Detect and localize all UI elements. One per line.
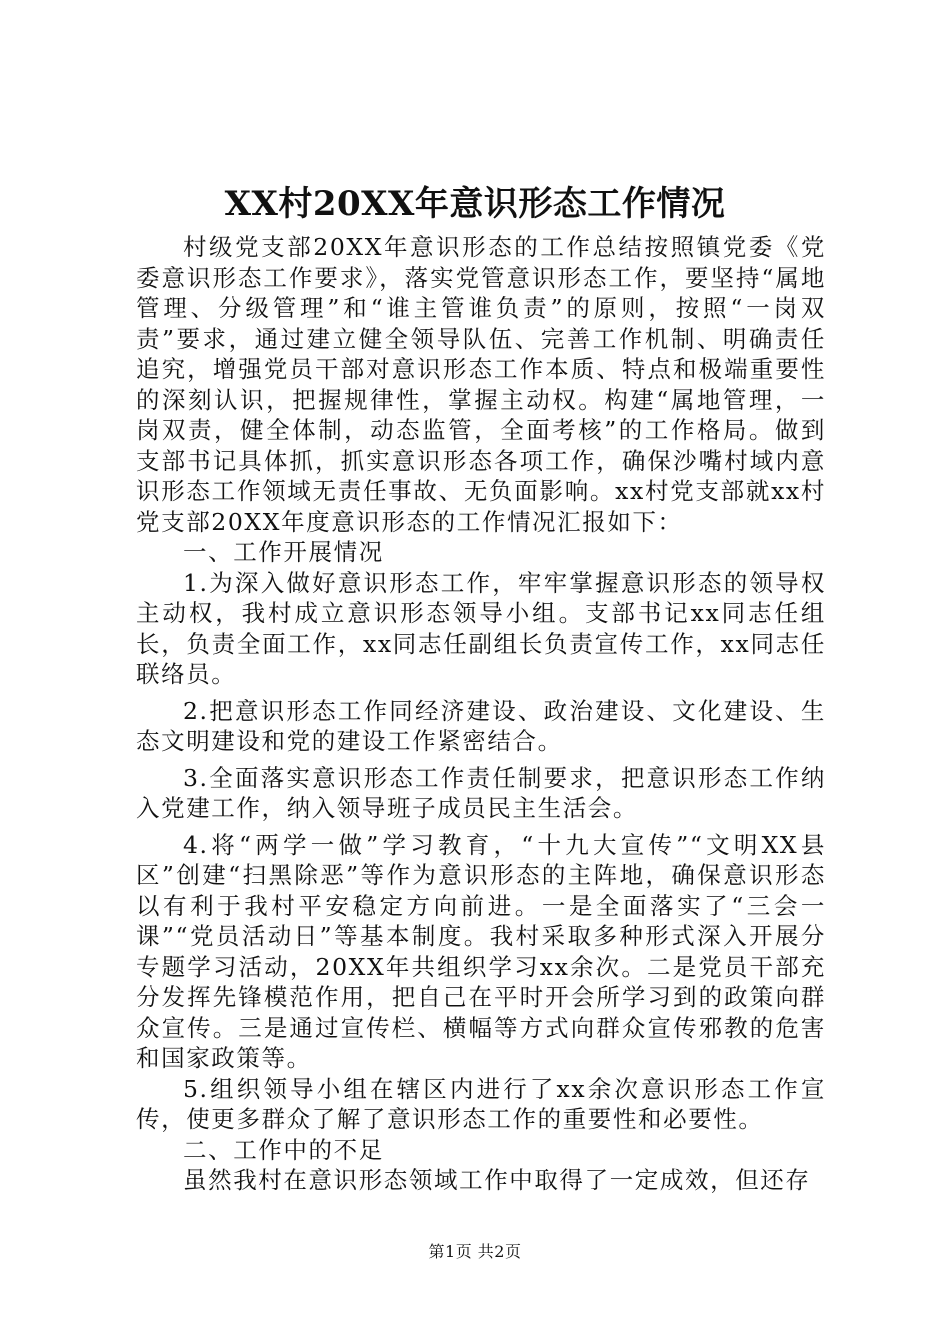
list-item-3: 3.全面落实意识形态工作责任制要求，把意识形态工作纳入党建工作，纳入领导班子成员民主生活会。	[136, 763, 826, 822]
list-item-1: 1.为深入做好意识形态工作，牢牢掌握意识形态的领导权主动权，我村成立意识形态领导小组。支部书记xx同志任组长，负责全面工作，xx同志任副组长负责宣传工作，xx同志任联络员。	[136, 568, 826, 688]
page-number-footer: 第1页 共2页	[428, 1242, 522, 1261]
list-item-5: 5.组织领导小组在辖区内进行了xx余次意识形态工作宣传，使更多群众了解了意识形态工作的重要性和必要性。	[136, 1074, 826, 1133]
closing-paragraph: 虽然我村在意识形态领域工作中取得了一定成效，但还存	[183, 1166, 811, 1194]
document-title: XX村20XX年意识形态工作情况	[224, 184, 726, 224]
list-item-4: 4.将“两学一做”学习教育，“十九大宣传”“文明XX县区”创建“扫黑除恶”等作为意识形态的主阵地，确保意识形态以有利于我村平安稳定方向前进。一是全面落实了“三会一课”“党员活动日”等基本制度。我村采取多种形式深入开展分专题学习活动，20XX年共组织学习xx余次。二是党员干部充分发挥先锋模范作用，把自己在平时开会所学习到的政策向群众宣传。三是通过宣传栏、横幅等方式向群众宣传邪教的危害和国家政策等。	[136, 830, 826, 1072]
list-item-2: 2.把意识形态工作同经济建设、政治建设、文化建设、生态文明建设和党的建设工作紧密结合。	[136, 696, 826, 755]
document-body	[136, 232, 826, 1196]
intro-paragraph: 村级党支部20XX年意识形态的工作总结按照镇党委《党委意识形态工作要求》，落实党管意识形态工作，要坚持“属地管理、分级管理”和“谁主管谁负责”的原则，按照“一岗双责”要求，通过建立健全领导队伍、完善工作机制、明确责任追究，增强党员干部对意识形态工作本质、特点和极端重要性的深刻认识，把握规律性，掌握主动权。构建“属地管理，一岗双责，健全体制，动态监管，全面考核”的工作格局。做到支部书记具体抓，抓实意识形态各项工作，确保沙嘴村域内意识形态工作领域无责任事故、无负面影响。xx村党支部就xx村党支部20XX年度意识形态的工作情况汇报如下：	[136, 233, 826, 536]
section-heading-2: 二、工作中的不足	[183, 1135, 384, 1164]
section-heading-1: 一、工作开展情况	[183, 538, 384, 566]
